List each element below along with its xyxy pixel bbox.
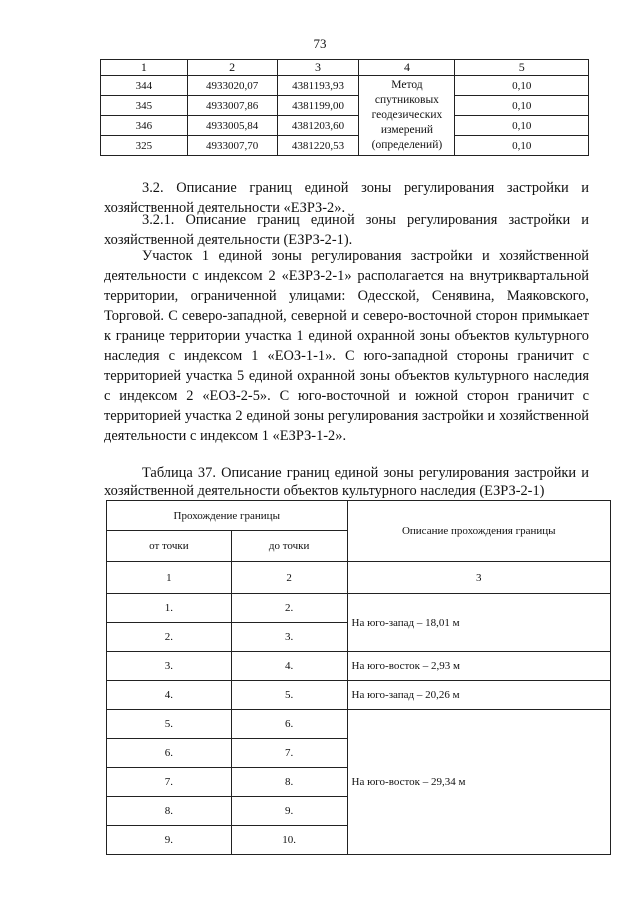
from-point: 4. [107, 681, 232, 710]
header-passage: Прохождение границы [107, 501, 348, 531]
from-point: 3. [107, 652, 232, 681]
coord-x: 4933020,07 [187, 76, 277, 96]
to-point: 6. [231, 710, 347, 739]
from-point: 2. [107, 623, 232, 652]
accuracy: 0,10 [455, 76, 589, 96]
coord-x: 4933007,86 [187, 96, 277, 116]
table-header-row [107, 501, 611, 531]
method-cell: Метод спутниковых геодезических измерений (определений) [359, 76, 455, 156]
from-point: 9. [107, 826, 232, 855]
header-to: до точки [231, 531, 347, 562]
accuracy: 0,10 [455, 116, 589, 136]
column-header: 5 [455, 60, 589, 76]
table-row [107, 681, 611, 710]
table-row [101, 116, 589, 136]
to-point: 9. [231, 797, 347, 826]
page-number: 73 [313, 36, 327, 51]
header-description: Описание прохождения границы [347, 501, 610, 562]
from-point: 6. [107, 739, 232, 768]
table-row [107, 652, 611, 681]
boundary-description: На юго-восток – 2,93 м [347, 652, 610, 681]
table-row [107, 594, 611, 623]
to-point: 5. [231, 681, 347, 710]
coord-y: 4381203,60 [277, 116, 359, 136]
column-number: 3 [347, 562, 610, 594]
point-number: 325 [101, 136, 188, 156]
table-row [101, 76, 589, 96]
table-row [107, 710, 611, 739]
table-number-row [107, 562, 611, 594]
column-number: 2 [231, 562, 347, 594]
coord-x: 4933007,70 [187, 136, 277, 156]
coord-y: 4381193,93 [277, 76, 359, 96]
coord-x: 4933005,84 [187, 116, 277, 136]
column-number: 1 [107, 562, 232, 594]
from-point: 5. [107, 710, 232, 739]
table-row [101, 96, 589, 116]
accuracy: 0,10 [455, 136, 589, 156]
from-point: 7. [107, 768, 232, 797]
to-point: 2. [231, 594, 347, 623]
from-point: 8. [107, 797, 232, 826]
boundary-description: На юго-запад – 20,26 м [347, 681, 610, 710]
accuracy: 0,10 [455, 96, 589, 116]
to-point: 4. [231, 652, 347, 681]
column-header: 3 [277, 60, 359, 76]
table-row [101, 136, 589, 156]
column-header: 2 [187, 60, 277, 76]
section-heading-3-2-1: 3.2.1. Описание границ единой зоны регулирования застройки и хозяйственной деятельности (ЕЗРЗ-2-1). [104, 212, 589, 248]
point-number: 345 [101, 96, 188, 116]
header-from: от точки [107, 531, 232, 562]
table-caption: Таблица 37. Описание границ единой зоны регулирования застройки и хозяйственной деятельности объектов культурного наследия (ЕЗРЗ-2-1) [104, 465, 589, 499]
to-point: 7. [231, 739, 347, 768]
to-point: 10. [231, 826, 347, 855]
boundary-description: На юго-восток – 29,34 м [347, 710, 610, 855]
body-paragraph: Участок 1 единой зоны регулирования застройки и хозяйственной деятельности с индексом 2 «ЕЗРЗ-2-1» располагается на внутриквартальной территории, ограниченной улицами: Одесской, Сенявина, Маяковского, Торговой. С северо-западной, северной и северо-восточной сторон примыкает к границе территории участка 1 единой охранной зоны объектов культурного наследия с индексом 1 «ЕОЗ-1-1». С юго-западной стороны граничит с территорией участка 5 единой охранной зоны объектов культурного наследия с индексом 2 «ЕОЗ-2-5». С юго-восточной и южной сторон граничит с территорией участка 2 единой зоны регулирования застройки и хозяйственной деятельности с индексом 1 «ЕЗРЗ-1-2». [104, 248, 589, 444]
section-heading-3-2: 3.2. Описание границ единой зоны регулирования застройки и хозяйственной деятельности «ЕЗРЗ-2». [104, 180, 589, 216]
table-header-row [101, 60, 589, 76]
column-header: 4 [359, 60, 455, 76]
point-number: 344 [101, 76, 188, 96]
from-point: 1. [107, 594, 232, 623]
coordinates-table [100, 59, 589, 156]
boundary-table [106, 500, 611, 855]
coord-y: 4381199,00 [277, 96, 359, 116]
coord-y: 4381220,53 [277, 136, 359, 156]
point-number: 346 [101, 116, 188, 136]
column-header: 1 [101, 60, 188, 76]
boundary-description: На юго-запад – 18,01 м [347, 594, 610, 652]
to-point: 3. [231, 623, 347, 652]
to-point: 8. [231, 768, 347, 797]
